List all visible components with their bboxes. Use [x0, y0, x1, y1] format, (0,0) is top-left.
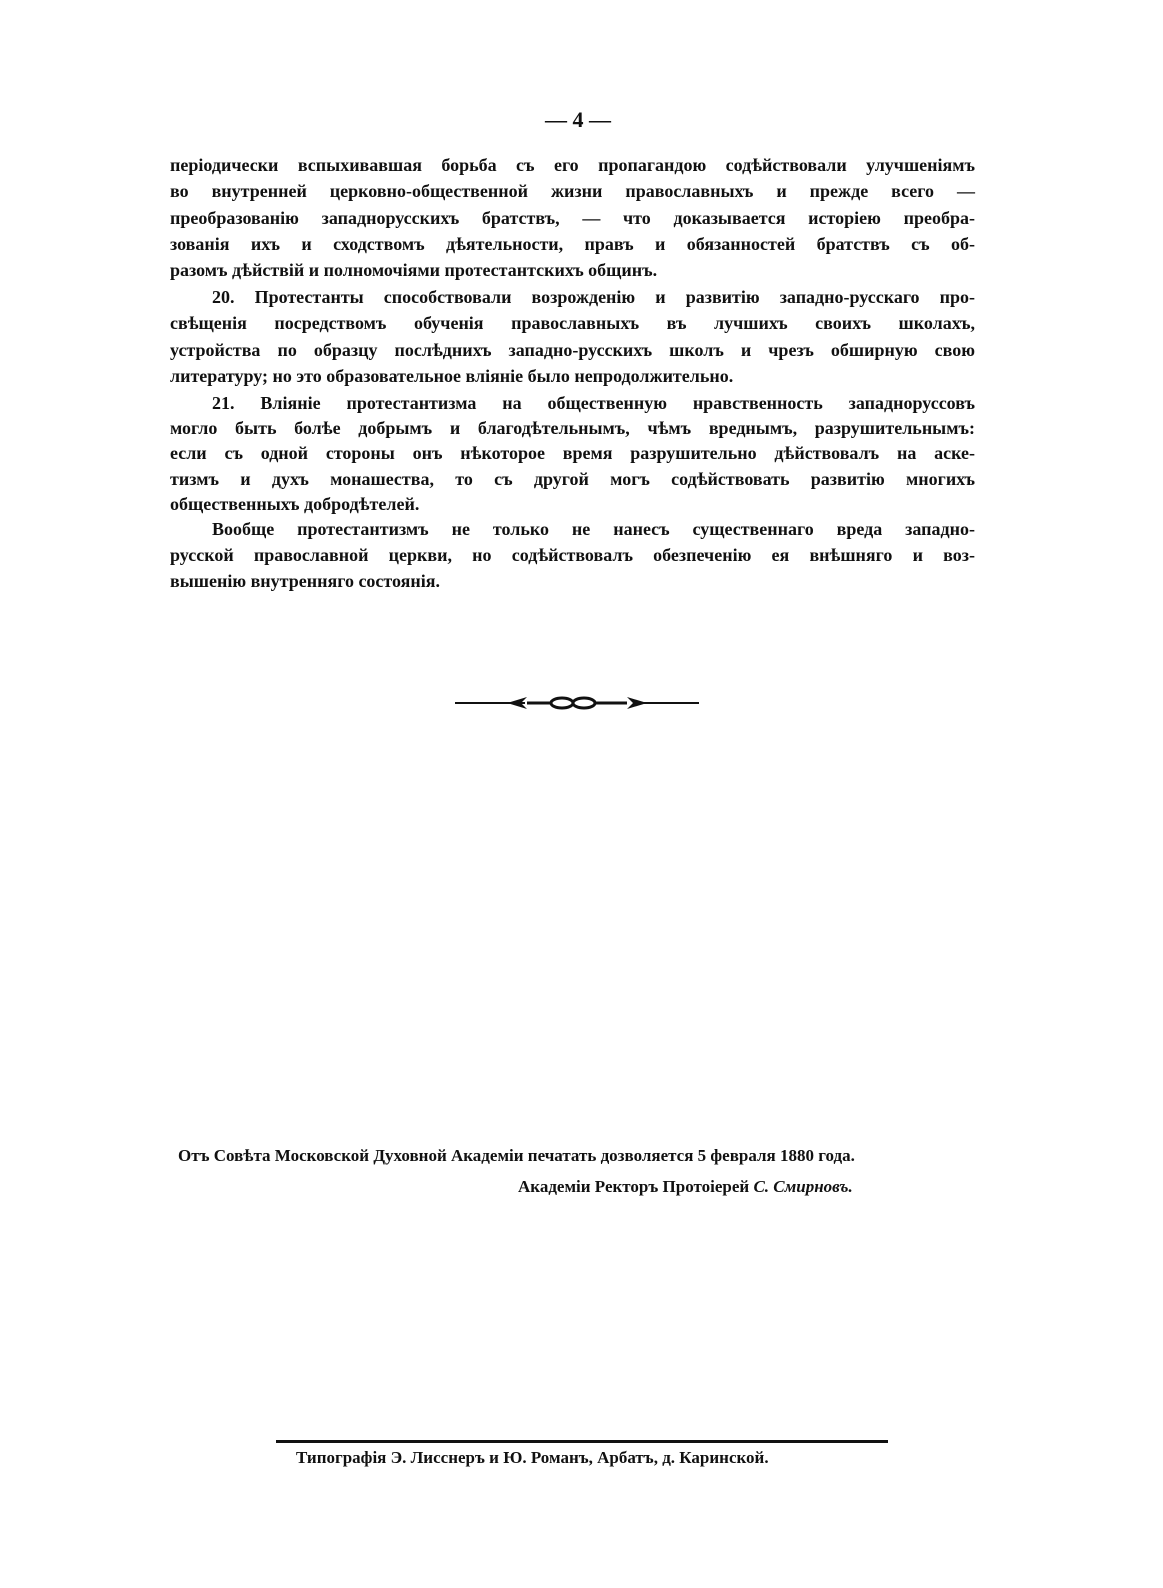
text-line: зованія ихъ и сходствомъ дѣятельности, правъ и обязанностей братствъ съ об-: [170, 234, 975, 254]
text-line: литературу; но это образовательное вліяніе было непродолжительно.: [170, 366, 734, 386]
printer-imprint: Типографія Э. Лисснеръ и Ю. Романъ, Арбатъ, д. Каринской.: [296, 1448, 769, 1467]
text-line: Вообще протестантизмъ не только не нанесъ существеннаго вреда западно-: [212, 519, 975, 539]
censor-signature: [518, 1177, 853, 1197]
text-line: свѣщенія посредствомъ обученія православныхъ въ лучшихъ своихъ школахъ,: [170, 313, 975, 333]
signer-name: С. Смирновъ.: [753, 1177, 853, 1196]
text-line: русской православной церкви, но содѣйствовалъ обезпеченію ея внѣшняго и воз-: [170, 545, 975, 565]
text-line: во внутренней церковно-общественной жизни православныхъ и прежде всего —: [170, 181, 975, 201]
page-number: — 4 —: [545, 107, 611, 132]
text-line: тизмъ и духъ монашества, то съ другой могъ содѣйствовать развитію многихъ: [170, 469, 975, 489]
text-line: общественныхъ добродѣтелей.: [170, 494, 420, 514]
signer-title: Академіи Ректоръ Протоіерей: [518, 1177, 750, 1196]
text-line: вышенію внутренняго состоянія.: [170, 571, 441, 591]
censor-permission: Отъ Совѣта Московской Духовной Академіи печатать дозволяется 5 февраля 1880 года.: [178, 1146, 855, 1165]
imprint-rule: [276, 1440, 888, 1443]
text-line: періодически вспыхивавшая борьба съ его пропагандою содѣйствовали улучшеніямъ: [170, 155, 975, 175]
text-line: преобразованію западнорусскихъ братствъ, — что доказывается исторіею преобра-: [170, 208, 975, 228]
ornament-divider-icon: [455, 693, 699, 713]
text-line: если съ одной стороны онъ нѣкоторое время разрушительно дѣйствовалъ на аске-: [170, 443, 975, 463]
text-line: 20. Протестанты способствовали возрожденію и развитію западно-русскаго про-: [212, 287, 975, 307]
text-line: могло быть болѣе добрымъ и благодѣтельнымъ, чѣмъ вреднымъ, разрушительнымъ:: [170, 418, 975, 438]
text-line: разомъ дѣйствій и полномочіями протестантскихъ общинъ.: [170, 260, 658, 280]
text-line: устройства по образцу послѣднихъ западно-русскихъ школъ и чрезъ обширную свою: [170, 340, 975, 360]
text-line: 21. Вліяніе протестантизма на общественную нравственность западноруссовъ: [212, 393, 975, 413]
